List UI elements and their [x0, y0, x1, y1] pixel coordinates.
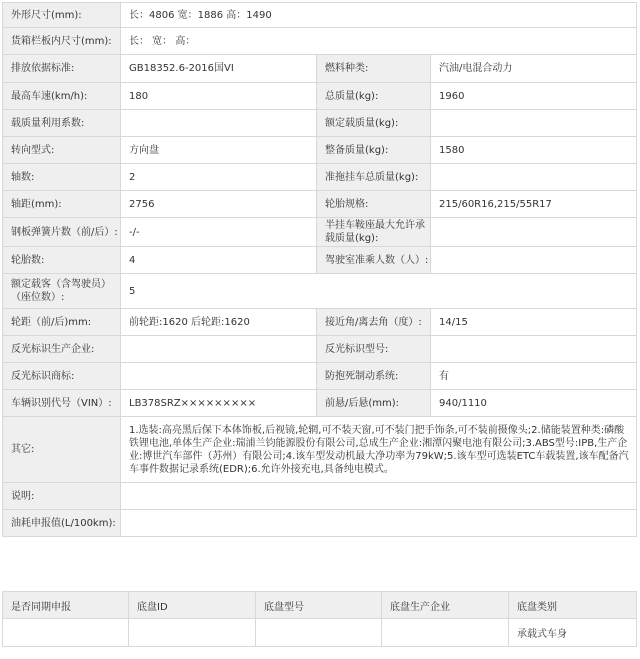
spec-row	[3, 137, 637, 164]
spec-label: 油耗申报值(L/100km):	[3, 510, 121, 537]
spec-value: 4	[121, 247, 317, 274]
chassis-cell: 承载式车身	[509, 619, 637, 647]
chassis-body	[3, 619, 637, 647]
spec-label: 轴数:	[3, 164, 121, 191]
spec-value: 有	[431, 363, 637, 390]
spec-value: 940/1110	[431, 390, 637, 417]
chassis-row	[3, 619, 637, 647]
spec-value: 1580	[431, 137, 637, 164]
chassis-table	[2, 591, 637, 647]
spec-row	[3, 164, 637, 191]
spec-value: -/-	[121, 218, 317, 247]
spec-value: 方向盘	[121, 137, 317, 164]
chassis-cell	[3, 619, 129, 647]
spec-label: 钢板弹簧片数（前/后）:	[3, 218, 121, 247]
spec-value: 长：4806 宽：1886 高：1490	[121, 3, 637, 28]
spec-row	[3, 274, 637, 309]
spec-row	[3, 247, 637, 274]
spec-label: 整备质量(kg):	[317, 137, 431, 164]
spec-row	[3, 3, 637, 28]
spec-value: 长： 宽： 高：	[121, 28, 637, 55]
chassis-header-cell: 是否同期申报	[3, 592, 129, 619]
spec-label: 反光标识型号:	[317, 336, 431, 363]
spec-value: 14/15	[431, 309, 637, 336]
spec-value: 5	[121, 274, 637, 309]
vehicle-spec-body	[3, 3, 637, 537]
spec-value	[121, 483, 637, 510]
spec-label: 驾驶室准乘人数（人）:	[317, 247, 431, 274]
spec-label: 外形尺寸(mm):	[3, 3, 121, 28]
spec-label: 燃料种类:	[317, 55, 431, 83]
spec-row	[3, 191, 637, 218]
spec-value	[431, 247, 637, 274]
spec-label: 接近角/离去角（度）:	[317, 309, 431, 336]
spec-label: 额定载客（含驾驶员）（座位数）:	[3, 274, 121, 309]
spec-value: 汽油/电混合动力	[431, 55, 637, 83]
chassis-header-cell: 底盘生产企业	[382, 592, 509, 619]
spec-value: 215/60R16,215/55R17	[431, 191, 637, 218]
spec-row	[3, 390, 637, 417]
spec-label: 总质量(kg):	[317, 83, 431, 110]
spec-value	[431, 164, 637, 191]
spec-label: 轴距(mm):	[3, 191, 121, 218]
spec-value	[431, 336, 637, 363]
spec-label: 半挂车鞍座最大允许承载质量(kg):	[317, 218, 431, 247]
spec-label: 反光标识商标:	[3, 363, 121, 390]
spec-value	[121, 110, 317, 137]
spec-row	[3, 83, 637, 110]
spec-label: 反光标识生产企业:	[3, 336, 121, 363]
spec-value	[431, 110, 637, 137]
chassis-cell	[129, 619, 256, 647]
spec-label: 转向型式:	[3, 137, 121, 164]
spec-value: LB378SRZ×××××××××	[121, 390, 317, 417]
spec-row	[3, 55, 637, 83]
spec-row	[3, 363, 637, 390]
chassis-header-cell: 底盘类别	[509, 592, 637, 619]
spec-label: 载质量利用系数:	[3, 110, 121, 137]
spec-row	[3, 510, 637, 537]
spec-row	[3, 28, 637, 55]
spec-value	[431, 218, 637, 247]
vehicle-spec-table	[2, 2, 637, 537]
spec-value	[121, 363, 317, 390]
spec-label: 轮胎数:	[3, 247, 121, 274]
spec-label: 轮距（前/后)mm:	[3, 309, 121, 336]
spec-value: GB18352.6-2016国VI	[121, 55, 317, 83]
spec-label: 准拖挂车总质量(kg):	[317, 164, 431, 191]
spec-row	[3, 110, 637, 137]
spec-label: 货箱栏板内尺寸(mm):	[3, 28, 121, 55]
spec-value	[121, 510, 637, 537]
spec-label: 前悬/后悬(mm):	[317, 390, 431, 417]
spec-label: 防抱死制动系统:	[317, 363, 431, 390]
spec-label: 排放依据标准:	[3, 55, 121, 83]
spec-value	[121, 336, 317, 363]
spec-label: 轮胎规格:	[317, 191, 431, 218]
chassis-header-row	[3, 592, 637, 619]
chassis-cell	[382, 619, 509, 647]
chassis-header-cell: 底盘型号	[256, 592, 382, 619]
spec-row	[3, 218, 637, 247]
chassis-cell	[256, 619, 382, 647]
spec-label: 最高车速(km/h):	[3, 83, 121, 110]
spec-label: 其它:	[3, 417, 121, 483]
spec-label: 额定载质量(kg):	[317, 110, 431, 137]
spec-value: 2	[121, 164, 317, 191]
spec-value: 1.选装:高亮黑后保下本体饰板,后视镜,轮辋,可不装天窗,可不装门把手饰条,可不装前摄像头;2.储能装置种类:磷酸铁锂电池,单体生产企业:瑞浦兰钧能源股份有限公司,总成生产企业:湘潭闪聚电池有限公司;3.ABS型号:IPB,生产企业:博世汽车部件（苏州）有限公司;4.该车型发动机最大净功率为79kW;5.该车型可选装ETC车载装置,该车配备汽车事件数据记录系统(EDR);6.允许外接充电,具备纯电模式。	[121, 417, 637, 483]
spec-row	[3, 417, 637, 483]
spec-row	[3, 483, 637, 510]
spec-label: 说明:	[3, 483, 121, 510]
chassis-header-cell: 底盘ID	[129, 592, 256, 619]
spec-row	[3, 336, 637, 363]
spec-value: 180	[121, 83, 317, 110]
spec-value: 2756	[121, 191, 317, 218]
spec-value: 前轮距:1620 后轮距:1620	[121, 309, 317, 336]
spec-label: 车辆识别代号（VIN）:	[3, 390, 121, 417]
spec-value: 1960	[431, 83, 637, 110]
spec-row	[3, 309, 637, 336]
